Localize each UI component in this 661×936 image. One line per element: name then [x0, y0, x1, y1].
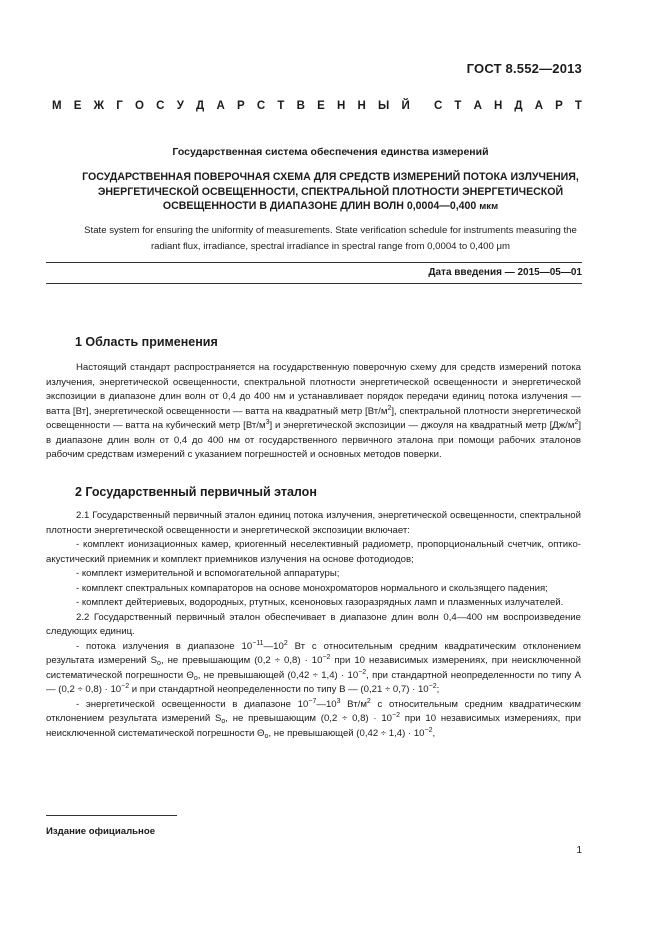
english-title-line: State system for ensuring the uniformity of measurements. State verification schedule for instruments measuring the [84, 225, 577, 236]
heading-letter: А [216, 100, 225, 112]
main-title-line: ГОСУДАРСТВЕННАЯ ПОВЕРОЧНАЯ СХЕМА ДЛЯ СРЕДСТВ ИЗМЕРЕНИЙ ПОТОКА ИЗЛУЧЕНИЯ, [82, 171, 579, 183]
english-title-line: radiant flux, irradiance, spectral irradiance in spectral range from 0,0004 to 0,400 μm [150, 240, 511, 252]
section-1-paragraph: Настоящий стандарт распространяется на государственную поверочную схему для средств измерений потока излучения, энергетической освещенности, спектральной плотности энергетической освещенности и энергетической экспозиции в диапазоне длин волн от 0,4 до 400 нм и устанавливает порядок передачи единиц потока излучения — ватта [Вт], энергетической освещенности — ватта на квадратный метр $[Вт/м^2]$, спектральной плотности энергетической освещенности — ватта на кубический метр $[Вт/м^3]$ и энергетической экспозиции — джоуля на квадратный метр $[Дж/м^2]$ в диапазоне длин волн от 0,4 до 400 нм от государственного первичного эталона при помощи рабочих эталонов рабочим средствам измерений с указанием погрешностей и основных методов поверки. [46, 362, 582, 460]
interstate-standard-heading [52, 100, 582, 112]
heading-letter: Н [336, 100, 346, 112]
heading-letter: М [52, 100, 62, 112]
heading-letter: Д [196, 100, 205, 112]
list-item: - комплект спектральных компараторов на основе монохроматоров нормального и скользящего падения; [76, 582, 548, 594]
heading-letter: Г [116, 100, 123, 112]
english-title [60, 223, 601, 254]
interstate-word [52, 100, 410, 112]
heading-letter: У [176, 100, 184, 112]
section-2-title: 2 Государственный первичный эталон [75, 485, 317, 499]
main-title-unit: мкм [479, 201, 499, 212]
heading-letter: А [473, 100, 482, 112]
intro-date: Дата введения — 2015—05—01 [428, 267, 582, 278]
section-1-title: 1 Область применения [75, 335, 218, 349]
heading-letter: Н [493, 100, 503, 112]
list-item-flux: - потока излучения в диапазоне $10^{-11}—10^2$ Вт с относительным средним квадратическим отклонением результата измерений $S_о$, не превышающим $(0,2 \div 0,8) \cdot 10^{-2}$ при 10 независимых измерениях, при неисключенной систематической погрешности $\Theta_о$, не превышающей $(0,42 \div 1,4) \cdot 10^{-2}$, при стандартной неопределенности по типу А — $(0,2 \div 0,8) \cdot 10^{-2}$ и при стандартной неопределенности по типу В — $(0,21 \div 0,7) \cdot 10^{-2}$; [46, 639, 581, 695]
list-item-irradiance: - энергетической освещенности в диапазоне $10^{-7}—10^3$ $Вт/м^2$ с относительным средним квадратическим отклонением результата измерений $S_о$, не превышающим $(0,2 \div 0,8) \cdot 10^{-2}$ при 10 независимых измерениях, при неисключенной систематической погрешности $\Theta_о$, не превышающей $(0,42 \div 1,4) \cdot 10^{-2}$, [46, 697, 581, 740]
clause-2-2: 2.2 Государственный первичный эталон обеспечивает в диапазоне длин волн 0,4—400 нм воспроизведение следующих единиц. [46, 611, 581, 637]
main-title-line: ЭНЕРГЕТИЧЕСКОЙ ОСВЕЩЕННОСТИ, СПЕКТРАЛЬНОЙ ПЛОТНОСТИ ЭНЕРГЕТИЧЕСКОЙ [97, 185, 564, 198]
heading-letter: Ы [378, 100, 390, 112]
heading-letter: Н [357, 100, 366, 112]
doc-number: ГОСТ 8.552—2013 [466, 61, 582, 76]
standard-word [434, 100, 582, 112]
section-2-body [46, 509, 581, 741]
list-item: - комплект дейтериевых, водородных, ртутных, ксеноновых газоразрядных ламп и плазменных излучателей. [76, 597, 564, 608]
heading-letter: Ж [93, 100, 105, 112]
list-item: - комплект измерительной и вспомогательной аппаратуры; [76, 568, 340, 579]
heading-letter: А [534, 100, 544, 112]
footer-divider [46, 815, 177, 816]
heading-letter: О [135, 100, 144, 112]
heading-letter: С [434, 100, 443, 112]
section-1-body [46, 361, 581, 463]
heading-letter: Т [574, 100, 582, 112]
page-number: 1 [576, 845, 582, 856]
heading-letter: Е [317, 100, 325, 112]
heading-letter: Т [277, 100, 285, 112]
heading-letter: Т [454, 100, 462, 112]
heading-letter: С [156, 100, 165, 112]
main-title-line [60, 199, 601, 215]
divider-top [46, 262, 582, 263]
heading-letter: Е [73, 100, 82, 112]
heading-letter: Д [514, 100, 523, 112]
divider-bottom [46, 283, 582, 284]
system-title: Государственная система обеспечения единства измерений [172, 146, 489, 158]
heading-letter: В [296, 100, 305, 112]
main-title-text: ОСВЕЩЕННОСТИ В ДИАПАЗОНЕ ДЛИН ВОЛН 0,0004—0,400 [162, 200, 477, 212]
heading-letter: Й [401, 100, 410, 112]
main-title [60, 170, 601, 215]
official-edition-label: Издание официальное [46, 826, 156, 837]
list-item: - комплект ионизационных камер, криогенный неселективный радиометр, пропорциональный счетчик, оптико-акустический приемник и комплект приемников излучения на основе фотодиодов; [46, 539, 581, 565]
heading-letter: Р [236, 100, 245, 112]
clause-2-1: 2.1 Государственный первичный эталон единиц потока излучения, энергетической освещенности, спектральной плотности энергетической освещенности и энергетической экспозиции включает: [46, 510, 581, 536]
heading-letter: С [256, 100, 266, 112]
heading-letter: Р [555, 100, 563, 112]
